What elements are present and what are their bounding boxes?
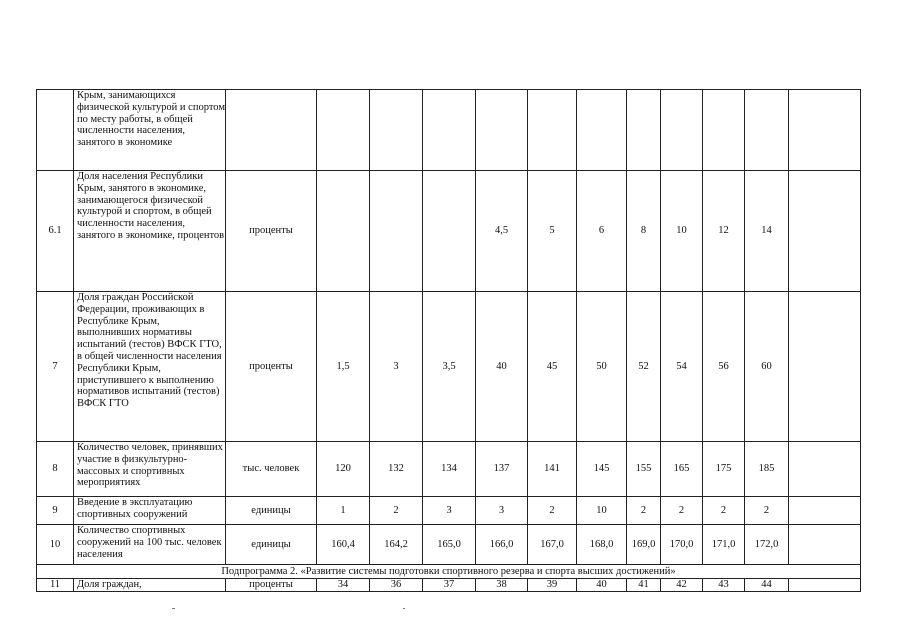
value-cell: [789, 90, 861, 171]
value-cell: 56: [703, 292, 745, 442]
value-cell: 8: [627, 171, 661, 292]
value-cell: 39: [528, 579, 577, 592]
value-cell: 43: [703, 579, 745, 592]
unit-cell: проценты: [226, 171, 317, 292]
value-cell: 171,0: [703, 525, 745, 565]
value-cell: 3: [370, 292, 423, 442]
table-row: [37, 90, 861, 171]
value-cell: [627, 90, 661, 171]
value-cell: 160,4: [317, 525, 370, 565]
value-cell: 141: [528, 442, 577, 497]
value-cell: 132: [370, 442, 423, 497]
unit-cell: единицы: [226, 497, 317, 525]
subprogram-row: [37, 565, 861, 579]
row-number: 11: [37, 579, 74, 592]
value-cell: 40: [476, 292, 528, 442]
value-cell: [789, 442, 861, 497]
value-cell: [703, 90, 745, 171]
unit-cell: проценты: [226, 579, 317, 592]
row-number: 9: [37, 497, 74, 525]
value-cell: 165: [661, 442, 703, 497]
value-cell: 42: [661, 579, 703, 592]
value-cell: 166,0: [476, 525, 528, 565]
value-cell: 167,0: [528, 525, 577, 565]
value-cell: 14: [745, 171, 789, 292]
value-cell: 2: [703, 497, 745, 525]
value-cell: 3: [476, 497, 528, 525]
value-cell: 2: [745, 497, 789, 525]
table-row: [37, 497, 861, 525]
row-number: 10: [37, 525, 74, 565]
table-row: [37, 442, 861, 497]
value-cell: 169,0: [627, 525, 661, 565]
value-cell: 185: [745, 442, 789, 497]
value-cell: 37: [423, 579, 476, 592]
value-cell: [577, 90, 627, 171]
unit-cell: проценты: [226, 292, 317, 442]
value-cell: 54: [661, 292, 703, 442]
value-cell: 145: [577, 442, 627, 497]
value-cell: 34: [317, 579, 370, 592]
value-cell: 3,5: [423, 292, 476, 442]
table-row: [37, 171, 861, 292]
scan-speck: [172, 608, 175, 609]
value-cell: [476, 90, 528, 171]
value-cell: 10: [661, 171, 703, 292]
value-cell: 10: [577, 497, 627, 525]
indicator-name: Доля граждан,: [74, 579, 226, 592]
indicator-name: Доля населения Республики Крым, занятого в экономике, занимающегося физической культурой и спортом, в общей численности населения, занятого в экономике, процентов: [74, 171, 226, 292]
value-cell: 6: [577, 171, 627, 292]
indicator-name: Количество человек, принявших участие в физкультурно-массовых и спортивных мероприятиях: [74, 442, 226, 497]
value-cell: [789, 525, 861, 565]
value-cell: 137: [476, 442, 528, 497]
value-cell: 2: [627, 497, 661, 525]
indicator-name: Доля граждан Российской Федерации, проживающих в Республике Крым, выполнивших нормативы испытаний (тестов) ВФСК ГТО, в общей численности населения Республики Крым, приступившего к выполнению нормативов испытаний (тестов) ВФСК ГТО: [74, 292, 226, 442]
value-cell: 5: [528, 171, 577, 292]
scan-speck: [403, 608, 405, 609]
unit-cell: [226, 90, 317, 171]
value-cell: 41: [627, 579, 661, 592]
value-cell: 60: [745, 292, 789, 442]
value-cell: [789, 171, 861, 292]
value-cell: [317, 171, 370, 292]
value-cell: [423, 171, 476, 292]
value-cell: 155: [627, 442, 661, 497]
value-cell: 168,0: [577, 525, 627, 565]
unit-cell: тыс. человек: [226, 442, 317, 497]
value-cell: 3: [423, 497, 476, 525]
value-cell: 2: [661, 497, 703, 525]
value-cell: 175: [703, 442, 745, 497]
value-cell: 12: [703, 171, 745, 292]
value-cell: 172,0: [745, 525, 789, 565]
value-cell: [789, 292, 861, 442]
value-cell: [789, 579, 861, 592]
value-cell: 164,2: [370, 525, 423, 565]
value-cell: 120: [317, 442, 370, 497]
value-cell: 50: [577, 292, 627, 442]
value-cell: [528, 90, 577, 171]
value-cell: 1: [317, 497, 370, 525]
value-cell: 44: [745, 579, 789, 592]
value-cell: 36: [370, 579, 423, 592]
table-row: [37, 579, 861, 592]
value-cell: 52: [627, 292, 661, 442]
value-cell: 2: [370, 497, 423, 525]
value-cell: 2: [528, 497, 577, 525]
subprogram-title: Подпрограмма 2. «Развитие системы подготовки спортивного резерва и спорта высших достижений»: [37, 565, 861, 579]
unit-cell: единицы: [226, 525, 317, 565]
row-number: 6.1: [37, 171, 74, 292]
indicator-name: Количество спортивных сооружений на 100 тыс. человек населения: [74, 525, 226, 565]
row-number: 8: [37, 442, 74, 497]
value-cell: [661, 90, 703, 171]
value-cell: [745, 90, 789, 171]
value-cell: 38: [476, 579, 528, 592]
value-cell: [789, 497, 861, 525]
value-cell: 45: [528, 292, 577, 442]
value-cell: [370, 171, 423, 292]
table-row: [37, 292, 861, 442]
indicator-name: Крым, занимающихся физической культурой и спортом по месту работы, в общей численности населения, занятого в экономике: [74, 90, 226, 171]
value-cell: 165,0: [423, 525, 476, 565]
value-cell: 4,5: [476, 171, 528, 292]
value-cell: 170,0: [661, 525, 703, 565]
value-cell: [370, 90, 423, 171]
row-number: 7: [37, 292, 74, 442]
indicators-table: [36, 89, 861, 592]
value-cell: [423, 90, 476, 171]
value-cell: 40: [577, 579, 627, 592]
table-row: [37, 525, 861, 565]
value-cell: 1,5: [317, 292, 370, 442]
indicator-name: Введение в эксплуатацию спортивных сооружений: [74, 497, 226, 525]
row-number: [37, 90, 74, 171]
value-cell: [317, 90, 370, 171]
value-cell: 134: [423, 442, 476, 497]
